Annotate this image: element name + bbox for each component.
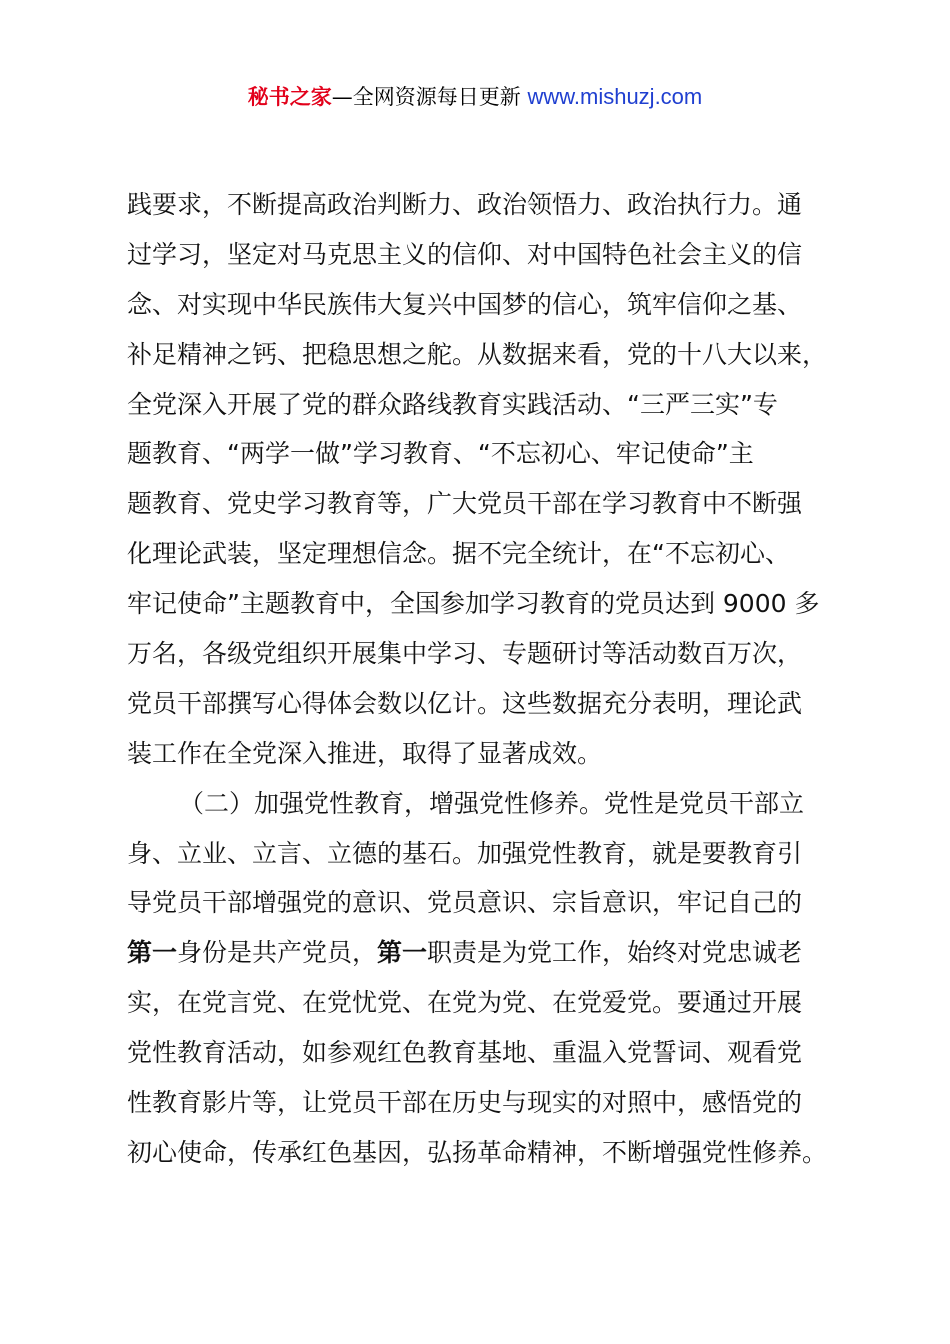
brand-name: 秘书之家 [247,85,332,109]
text-line: 念、对实现中华民族伟大复兴中国梦的信心，筑牢信仰之基、 [127,289,803,319]
text-line: 实，在党言党、在党忧党、在党为党、在党爱党。要通过开展 [127,988,803,1018]
text-line: 补足精神之钙、把稳思想之舵。从数据来看，党的十八大以来， [127,339,828,369]
text-line: 牢记使命”主题教育中，全国参加学习教育的党员达到 9000 多 [127,589,820,619]
text-line: 题教育、“两学一做”学习教育、“不忘初心、牢记使命”主 [127,439,754,469]
text-line: 党性教育活动，如参观红色教育基地、重温入党誓词、观看党 [127,1038,803,1068]
text-line: 化理论武装，坚定理想信念。据不完全统计，在“不忘初心、 [127,539,790,569]
text-line: 身、立业、立言、立德的基石。加强党性教育，就是要教育引 [127,838,803,868]
text-span: 身份是共产党员， [177,938,378,968]
bold-text: 第一 [377,938,428,968]
text-line: 党员干部撰写心得体会数以亿计。这些数据充分表明，理论武 [127,688,803,718]
header-slogan: —全网资源每日更新 [331,85,528,109]
text-line: 题教育、党史学习教育等，广大党员干部在学习教育中不断强 [127,489,803,519]
text-line: 性教育影片等，让党员干部在历史与现实的对照中，感悟党的 [127,1088,803,1118]
page-header [0,80,950,114]
site-url[interactable]: www.mishuzj.com [527,84,703,109]
text-line: 过学习，坚定对马克思主义的信仰、对中国特色社会主义的信 [127,239,803,269]
body-text [127,180,837,1178]
text-line: 全党深入开展了党的群众路线教育实践活动、“三严三实”专 [127,389,778,419]
text-span: 职责是为党工作，始终对党忠诚老 [427,938,803,968]
text-line [127,928,837,978]
bold-text: 第一 [127,938,178,968]
text-line: 践要求，不断提高政治判断力、政治领悟力、政治执行力。通 [127,190,803,219]
text-line: 初心使命，传承红色基因，弘扬革命精神，不断增强党性修养。 [127,1137,828,1167]
text-line: 导党员干部增强党的意识、党员意识、宗旨意识，牢记自己的 [127,888,803,918]
section-heading-line: （二）加强党性教育，增强党性修养。党性是党员干部立 [179,788,805,818]
text-line: 万名，各级党组织开展集中学习、专题研讨等活动数百万次， [127,639,803,669]
text-line: 装工作在全党深入推进，取得了显著成效。 [127,738,603,768]
